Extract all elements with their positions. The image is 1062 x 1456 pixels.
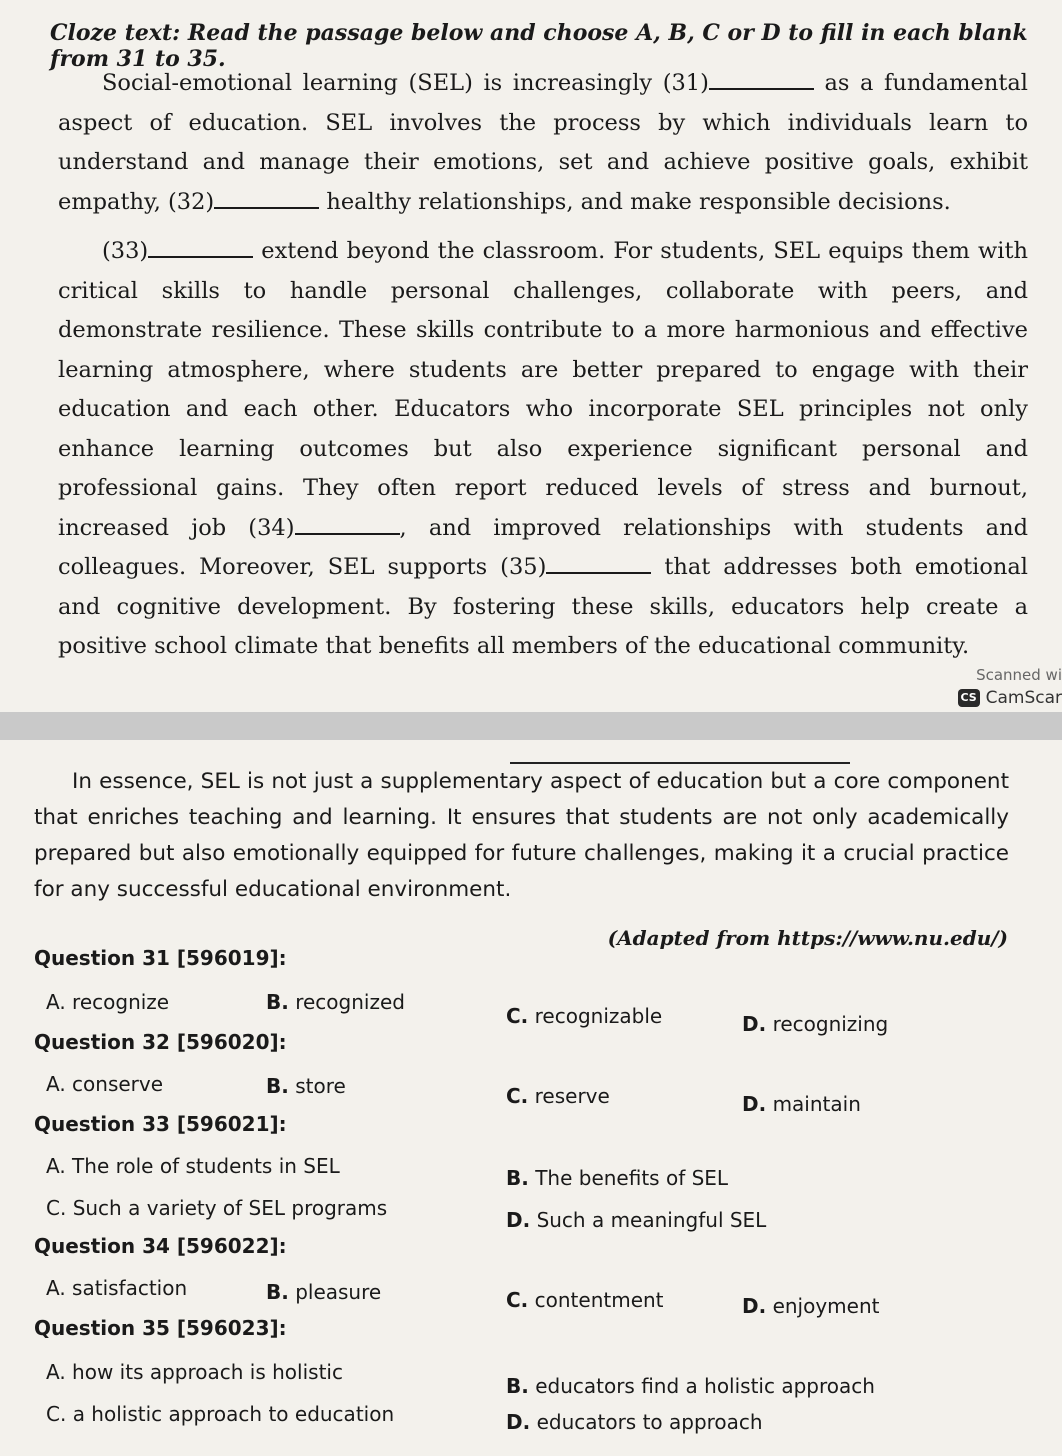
camscanner-logo-icon: CS <box>958 689 980 707</box>
option-letter: C. <box>506 1288 529 1312</box>
passage-paragraph-1 <box>58 64 1028 222</box>
question-label: Question 35 [596023]: <box>34 1316 287 1340</box>
blank-32 <box>214 189 319 209</box>
blank-35 <box>546 554 651 574</box>
question-label: Question 33 [596021]: <box>34 1112 287 1136</box>
cloze-instructions: Cloze text: Read the passage below and choose A, B, C or D to fill in each blank from 31 to 35. <box>50 20 1028 72</box>
option-text: satisfaction <box>72 1276 188 1300</box>
option-32-d <box>742 1092 861 1116</box>
source-citation: (Adapted from https://www.nu.edu/) <box>607 926 1008 950</box>
option-letter: C. <box>46 1402 67 1426</box>
scanner-line-2 <box>958 688 1062 708</box>
passage-text: Social-emotional learning (SEL) is increasingly (31) <box>102 70 709 96</box>
option-letter: C. <box>46 1196 67 1220</box>
scanned-page-1 <box>0 0 1062 712</box>
option-text: contentment <box>534 1288 664 1312</box>
option-34-d <box>742 1294 879 1318</box>
option-33-a <box>46 1154 340 1178</box>
option-letter: B. <box>266 1074 289 1098</box>
option-text: a holistic approach to education <box>72 1402 395 1426</box>
option-text: pleasure <box>295 1280 382 1304</box>
option-letter: C. <box>506 1084 529 1108</box>
option-34-c <box>506 1288 664 1312</box>
option-34-a <box>46 1276 187 1300</box>
option-33-c <box>46 1196 387 1220</box>
option-31-b <box>266 990 405 1014</box>
passage-paragraph-3: In essence, SEL is not just a supplementary aspect of education but a core component that enriches teaching and learning. It ensures that students are not only academically prepared but also emotionally equipped for future challenges, making it a crucial practice for any successful educational environment. <box>34 769 1009 902</box>
passage-text: (33) <box>102 238 149 264</box>
passage-text: , and improved relationships with students and colleagues. Moreover, SEL supports (35) <box>58 514 1028 580</box>
option-35-d <box>506 1410 763 1434</box>
option-letter: A. <box>46 990 66 1014</box>
option-text: conserve <box>72 1072 164 1096</box>
option-text: recognizable <box>534 1004 663 1028</box>
option-32-b <box>266 1074 346 1098</box>
question-label: Question 31 [596019]: <box>34 946 287 970</box>
option-text: recognized <box>295 990 405 1014</box>
page-divider <box>0 712 1062 740</box>
scanner-line-1: Scanned wi <box>976 666 1062 684</box>
option-letter: D. <box>742 1092 767 1116</box>
question-label: Question 34 [596022]: <box>34 1234 287 1258</box>
option-letter: B. <box>266 990 289 1014</box>
option-letter: A. <box>46 1360 66 1384</box>
option-32-c <box>506 1084 610 1108</box>
option-letter: A. <box>46 1276 66 1300</box>
option-letter: D. <box>506 1410 531 1434</box>
option-text: store <box>295 1074 346 1098</box>
option-32-a <box>46 1072 163 1096</box>
option-31-a <box>46 990 169 1014</box>
option-text: maintain <box>772 1092 861 1116</box>
option-33-d <box>506 1208 766 1232</box>
option-letter: B. <box>506 1166 529 1190</box>
option-text: Such a variety of SEL programs <box>72 1196 388 1220</box>
option-text: The benefits of SEL <box>535 1166 729 1190</box>
passage-text: that addresses both emotional and cognitive development. By fostering these skills, educators help create a positive school climate that benefits all members of the educational community. <box>58 554 1028 659</box>
option-33-b <box>506 1166 728 1190</box>
option-text: educators find a holistic approach <box>535 1374 875 1398</box>
question-label: Question 32 [596020]: <box>34 1030 287 1054</box>
scanner-brand: CamScar <box>985 688 1062 708</box>
option-31-c <box>506 1004 662 1028</box>
passage-text: healthy relationships, and make responsible decisions. <box>319 188 951 215</box>
blank-33 <box>148 238 253 258</box>
option-31-d <box>742 1012 888 1036</box>
scanned-page-2 <box>0 740 1062 1456</box>
option-34-b <box>266 1280 381 1304</box>
option-text: reserve <box>534 1084 610 1108</box>
option-35-c <box>46 1402 394 1426</box>
option-text: enjoyment <box>772 1294 880 1318</box>
option-letter: D. <box>742 1012 767 1036</box>
option-text: Such a meaningful SEL <box>536 1208 767 1232</box>
option-letter: B. <box>506 1374 529 1398</box>
blank-34 <box>295 515 400 535</box>
option-text: educators to approach <box>536 1410 763 1434</box>
option-text: recognizing <box>772 1012 889 1036</box>
option-text: recognize <box>72 990 170 1014</box>
passage-text: extend beyond the classroom. For students, SEL equips them with critical skills to handle personal challenges, collaborate with peers, and demonstrate resilience. These skills contribute to a more harmonious and effective learning atmosphere, where students are better prepared to engage with their education and each other. Educators who incorporate SEL principles not only enhance learning outcomes but also experience significant personal and professional gains. They often report reduced levels of stress and burnout, increased job (34) <box>58 238 1028 541</box>
option-letter: A. <box>46 1072 66 1096</box>
option-35-b <box>506 1374 875 1398</box>
camscanner-watermark <box>950 634 1062 716</box>
option-letter: C. <box>506 1004 529 1028</box>
option-letter: B. <box>266 1280 289 1304</box>
option-35-a <box>46 1360 343 1384</box>
option-letter: A. <box>46 1154 66 1178</box>
option-text: how its approach is holistic <box>72 1360 343 1384</box>
option-letter: D. <box>742 1294 767 1318</box>
option-letter: D. <box>506 1208 531 1232</box>
blank-31 <box>709 70 814 90</box>
option-text: The role of students in SEL <box>72 1154 340 1178</box>
passage-text: as a fundamental aspect of education. SEL involves the process by which individuals learn to understand and manage their emotions, set and achieve positive goals, exhibit empathy, (32) <box>58 70 1028 215</box>
passage-paragraph-2 <box>58 232 1028 667</box>
